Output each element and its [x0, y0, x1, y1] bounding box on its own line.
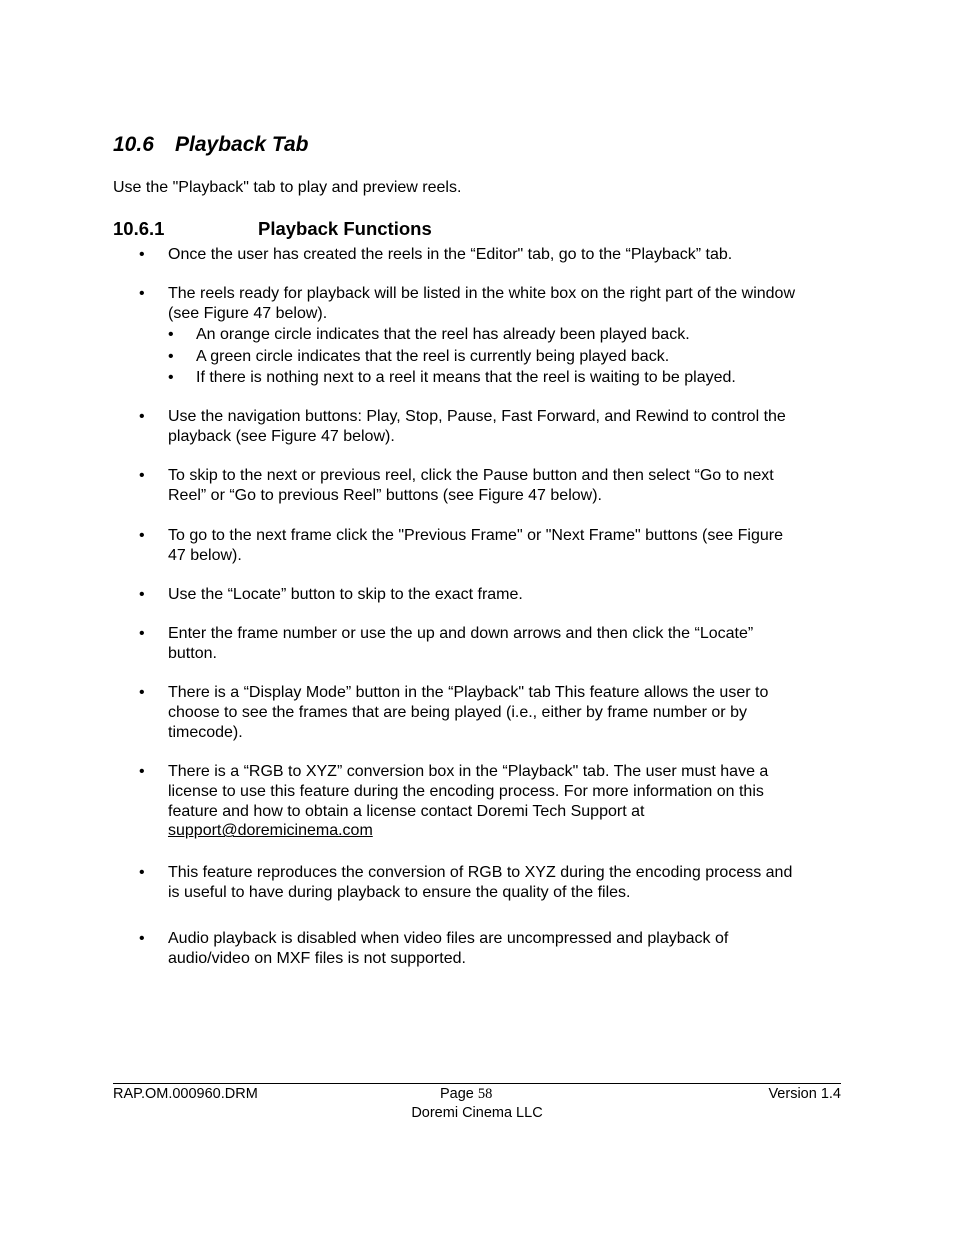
sub-list-item-text: A green circle indicates that the reel is currently being played back. — [196, 348, 670, 365]
sub-list-item — [113, 347, 848, 367]
bullet-icon: • — [168, 369, 174, 386]
list-item-text: To skip to the next or previous reel, click the Pause button and then select “Go to next Reel” or “Go to previous Reel” buttons (see Figure 47 below). — [168, 467, 774, 504]
bullet-icon: • — [139, 527, 145, 544]
bullet-icon: • — [139, 246, 145, 263]
list-item-text: Use the navigation buttons: Play, Stop, Pause, Fast Forward, and Rewind to control the playback (see Figure 47 below). — [168, 408, 786, 445]
list-item — [113, 466, 848, 506]
page-number: 58 — [477, 1086, 493, 1102]
list-item — [113, 245, 848, 265]
list-item — [113, 929, 848, 969]
bullet-icon: • — [168, 326, 174, 343]
list-item-text: There is a “RGB to XYZ” conversion box in the “Playback" tab. The user must have a license to use this feature during the encoding process. For more information on this feature and how to obtain a license contact Doremi Tech Support at support@doremicinema.com — [168, 763, 769, 840]
list-item — [113, 407, 848, 447]
list-item — [113, 683, 848, 742]
footer-doc-id: RAP.OM.000960.DRM — [113, 1086, 258, 1102]
sub-list-item-text: An orange circle indicates that the reel has already been played back. — [196, 326, 690, 343]
list-item — [113, 585, 848, 605]
footer-page — [440, 1086, 492, 1103]
bullet-icon: • — [139, 864, 145, 881]
bullet-icon: • — [139, 467, 145, 484]
list-item-text: This feature reproduces the conversion of RGB to XYZ during the encoding process and is useful to have during playback to ensure the quality of the files. — [168, 864, 793, 901]
list-item — [113, 863, 848, 903]
bullet-icon: • — [139, 285, 145, 302]
list-item — [113, 526, 848, 566]
list-item-text: The reels ready for playback will be listed in the white box on the right part of the window (see Figure 47 below). — [168, 285, 795, 322]
list-item — [113, 284, 848, 324]
section-heading — [113, 133, 308, 157]
list-item-text: There is a “Display Mode” button in the “Playback" tab This feature allows the user to choose to see the frames that are being played (i.e., either by frame number or by timecode). — [168, 684, 769, 741]
footer-company: Doremi Cinema LLC — [411, 1105, 543, 1121]
list-item — [113, 624, 848, 664]
section-number: 10.6 — [113, 133, 154, 156]
subsection-heading — [113, 218, 432, 240]
bullet-icon: • — [139, 684, 145, 701]
page-label: Page — [440, 1086, 474, 1102]
bullet-icon: • — [139, 930, 145, 947]
bullet-icon: • — [168, 348, 174, 365]
section-intro: Use the "Playback" tab to play and preview reels. — [113, 179, 462, 196]
bullet-icon: • — [139, 586, 145, 603]
bullet-icon: • — [139, 408, 145, 425]
section-title: Playback Tab — [175, 133, 309, 156]
list-item-text: Use the “Locate” button to skip to the exact frame. — [168, 586, 523, 603]
subsection-number: 10.6.1 — [113, 218, 165, 239]
support-email-link[interactable]: support@doremicinema.com — [168, 822, 373, 840]
sub-list-item — [113, 368, 848, 388]
list-item-text: To go to the next frame click the "Previous Frame" or "Next Frame" buttons (see Figure 47 below). — [168, 527, 783, 564]
bullet-icon: • — [139, 763, 145, 780]
bullet-icon: • — [139, 625, 145, 642]
sub-list-item — [113, 325, 848, 345]
list-item-text: Once the user has created the reels in the “Editor" tab, go to the “Playback” tab. — [168, 246, 733, 263]
list-item-text: Enter the frame number or use the up and down arrows and then click the “Locate” button. — [168, 625, 754, 662]
subsection-title: Playback Functions — [258, 218, 432, 239]
sub-list-item-text: If there is nothing next to a reel it means that the reel is waiting to be played. — [196, 369, 736, 386]
footer-divider — [113, 1083, 841, 1084]
footer-version: Version 1.4 — [768, 1086, 841, 1102]
list-item-text: Audio playback is disabled when video files are uncompressed and playback of audio/video on MXF files is not supported. — [168, 930, 729, 967]
list-item — [113, 762, 848, 841]
